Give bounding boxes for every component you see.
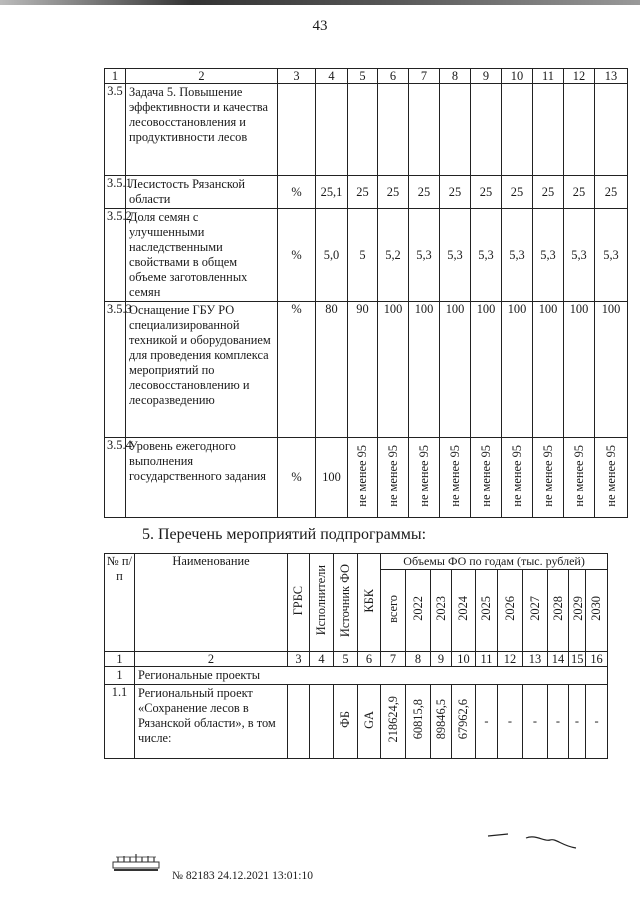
header-text: Источник ФО: [338, 563, 352, 638]
row-name: Уровень ежегодного выполнения государственного задания: [126, 438, 278, 518]
header-cell: 9: [471, 69, 502, 84]
government-logo-icon: [112, 852, 160, 872]
table-header-row: [105, 69, 628, 84]
year-header: [586, 570, 608, 652]
base-cell: 25,1: [316, 176, 348, 209]
unit-cell: %: [278, 302, 316, 438]
header-cell: 6: [378, 69, 409, 84]
amount-cell: -: [548, 685, 569, 759]
unit-cell: %: [278, 176, 316, 209]
header-text: 2028: [550, 596, 565, 621]
indicators-table: [104, 68, 628, 518]
row-number: 3.5.4: [105, 438, 126, 518]
value-cell: 90: [348, 302, 378, 438]
row-name: Региональный проект «Сохранение лесов в Рязанской области», в том числе:: [135, 685, 288, 759]
header-text: 2024: [456, 596, 470, 621]
value-cell: 5,3: [440, 209, 471, 302]
year-header: [406, 570, 431, 652]
header-cell: 11: [533, 69, 564, 84]
header-text: 2022: [410, 596, 425, 621]
src-cell: [334, 685, 358, 759]
amount-cell: [381, 685, 406, 759]
value-cell: 100: [502, 302, 533, 438]
header-cell: 4: [316, 69, 348, 84]
value-text: не менее 95: [447, 444, 462, 507]
value-text: не менее 95: [509, 444, 524, 507]
amount-cell: [431, 685, 452, 759]
header-cell: 1: [105, 69, 126, 84]
value-text: не менее 95: [603, 444, 618, 507]
header-text: 2029: [571, 596, 585, 621]
header-text: ГРБС: [291, 585, 305, 616]
value-cell: [378, 438, 409, 518]
row-number: 3.5.2: [105, 209, 126, 302]
value-cell: [564, 84, 595, 176]
value-cell: [471, 84, 502, 176]
page-number: 43: [312, 18, 328, 34]
amount-cell: -: [569, 685, 586, 759]
amount-cell: [452, 685, 476, 759]
header-cell: 13: [595, 69, 628, 84]
header-cell: 7: [409, 69, 440, 84]
header-text: Исполнители: [314, 565, 328, 636]
value-cell: 100: [378, 302, 409, 438]
column-number: 2: [135, 652, 288, 667]
column-number: 4: [310, 652, 334, 667]
value-cell: [378, 84, 409, 176]
cell-text: 60815,8: [410, 699, 425, 740]
value-cell: [564, 438, 595, 518]
value-cell: 25: [533, 176, 564, 209]
row-name: Региональные проекты: [135, 667, 608, 685]
year-header: [452, 570, 476, 652]
header-text: 2023: [433, 596, 448, 621]
row-number: 1.1: [105, 685, 135, 759]
value-cell: 25: [595, 176, 628, 209]
isp-cell: [310, 685, 334, 759]
column-number: 15: [569, 652, 586, 667]
table-row: [105, 685, 608, 759]
base-cell: 100: [316, 438, 348, 518]
value-cell: 25: [348, 176, 378, 209]
header-cell: 3: [278, 69, 316, 84]
row-number: 3.5: [105, 84, 126, 176]
value-cell: [595, 438, 628, 518]
value-cell: [533, 84, 564, 176]
column-numbers-row: [105, 652, 608, 667]
table-row: [105, 302, 628, 438]
value-cell: 25: [471, 176, 502, 209]
value-cell: [440, 84, 471, 176]
column-number: 14: [548, 652, 569, 667]
header-cell: 5: [348, 69, 378, 84]
unit-cell: %: [278, 209, 316, 302]
year-header: [569, 570, 586, 652]
header-cell: 10: [502, 69, 533, 84]
column-number: 10: [452, 652, 476, 667]
header-text: 2027: [527, 596, 542, 621]
table-header-row: [105, 554, 608, 570]
row-name: Оснащение ГБУ РО специализированной техникой и оборудованием для проведения комплекса мероприятий по лесовосстановлению и лесоразведению: [126, 302, 278, 438]
year-header: [498, 570, 523, 652]
section-title: 5. Перечень мероприятий подпрограммы:: [142, 526, 427, 543]
cell-text: ФБ: [338, 711, 352, 728]
value-cell: 100: [564, 302, 595, 438]
header-src: [334, 554, 358, 652]
value-cell: 5,3: [595, 209, 628, 302]
unit-cell: %: [278, 438, 316, 518]
signature-mark: [486, 828, 578, 856]
header-text: КБК: [361, 588, 376, 613]
year-header: [548, 570, 569, 652]
value-cell: 5,3: [471, 209, 502, 302]
header-grbs: [288, 554, 310, 652]
header-text: всего: [385, 594, 400, 623]
value-cell: [502, 84, 533, 176]
grbs-cell: [288, 685, 310, 759]
value-text: не менее 95: [540, 444, 555, 507]
row-number: 3.5.3: [105, 302, 126, 438]
value-cell: 100: [471, 302, 502, 438]
row-number: 1: [105, 667, 135, 685]
value-cell: [409, 84, 440, 176]
value-text: не менее 95: [355, 444, 369, 507]
header-cell: 2: [126, 69, 278, 84]
value-cell: [502, 438, 533, 518]
value-cell: 5,3: [409, 209, 440, 302]
year-header: [381, 570, 406, 652]
header-cell: 8: [440, 69, 471, 84]
value-cell: [533, 438, 564, 518]
value-cell: 25: [502, 176, 533, 209]
table-row: [105, 176, 628, 209]
cell-text: GA: [361, 710, 376, 729]
table-row: [105, 84, 628, 176]
value-cell: 5,3: [533, 209, 564, 302]
header-text: 2025: [479, 596, 493, 621]
column-number: 9: [431, 652, 452, 667]
value-cell: [409, 438, 440, 518]
header-num: № п/п: [105, 554, 135, 652]
value-cell: 100: [533, 302, 564, 438]
header-text: 2030: [589, 596, 604, 621]
kbk-cell: [358, 685, 381, 759]
column-number: 16: [586, 652, 608, 667]
value-cell: 25: [440, 176, 471, 209]
row-number: 3.5.1: [105, 176, 126, 209]
value-cell: 5,3: [564, 209, 595, 302]
base-cell: [316, 84, 348, 176]
column-number: 12: [498, 652, 523, 667]
row-name: Задача 5. Повышение эффективности и качества лесовосстановления и продуктивности лесов: [126, 84, 278, 176]
column-number: 8: [406, 652, 431, 667]
value-cell: 5,2: [378, 209, 409, 302]
table-row: [105, 438, 628, 518]
unit-cell: [278, 84, 316, 176]
cell-text: 218624,9: [385, 696, 400, 743]
value-cell: 25: [409, 176, 440, 209]
value-cell: 100: [409, 302, 440, 438]
column-number: 11: [476, 652, 498, 667]
header-text: 2026: [502, 596, 517, 621]
header-cell: 12: [564, 69, 595, 84]
value-cell: 100: [595, 302, 628, 438]
value-cell: [348, 84, 378, 176]
year-header: [431, 570, 452, 652]
amount-cell: -: [523, 685, 548, 759]
registration-stamp: № 82183 24.12.2021 13:01:10: [172, 870, 313, 882]
value-text: не менее 95: [571, 444, 586, 507]
value-cell: [348, 438, 378, 518]
value-cell: 25: [378, 176, 409, 209]
cell-text: 67962,6: [456, 699, 470, 740]
value-text: не менее 95: [416, 444, 431, 507]
column-number: 13: [523, 652, 548, 667]
amount-cell: -: [498, 685, 523, 759]
header-kbk: [358, 554, 381, 652]
table-row: [105, 209, 628, 302]
column-number: 3: [288, 652, 310, 667]
value-text: не менее 95: [478, 444, 493, 507]
value-cell: 100: [440, 302, 471, 438]
value-cell: 25: [564, 176, 595, 209]
column-number: 5: [334, 652, 358, 667]
table-row: [105, 667, 608, 685]
measures-table: [104, 553, 608, 759]
column-number: 6: [358, 652, 381, 667]
value-text: не менее 95: [385, 444, 400, 507]
cell-text: 89846,5: [433, 699, 448, 740]
value-cell: 5: [348, 209, 378, 302]
amount-cell: -: [586, 685, 608, 759]
year-header: [476, 570, 498, 652]
value-cell: 5,3: [502, 209, 533, 302]
scan-top-edge: [0, 0, 640, 5]
amount-cell: [406, 685, 431, 759]
column-number: 7: [381, 652, 406, 667]
header-name: Наименование: [135, 554, 288, 652]
base-cell: 80: [316, 302, 348, 438]
row-name: Лесистость Рязанской области: [126, 176, 278, 209]
column-number: 1: [105, 652, 135, 667]
header-group: Объемы ФО по годам (тыс. рублей): [381, 554, 608, 570]
amount-cell: -: [476, 685, 498, 759]
year-header: [523, 570, 548, 652]
value-cell: [471, 438, 502, 518]
header-isp: [310, 554, 334, 652]
value-cell: [440, 438, 471, 518]
value-cell: [595, 84, 628, 176]
row-name: Доля семян с улучшенными наследственными свойствами в общем объеме заготовленных семян: [126, 209, 278, 302]
base-cell: 5,0: [316, 209, 348, 302]
